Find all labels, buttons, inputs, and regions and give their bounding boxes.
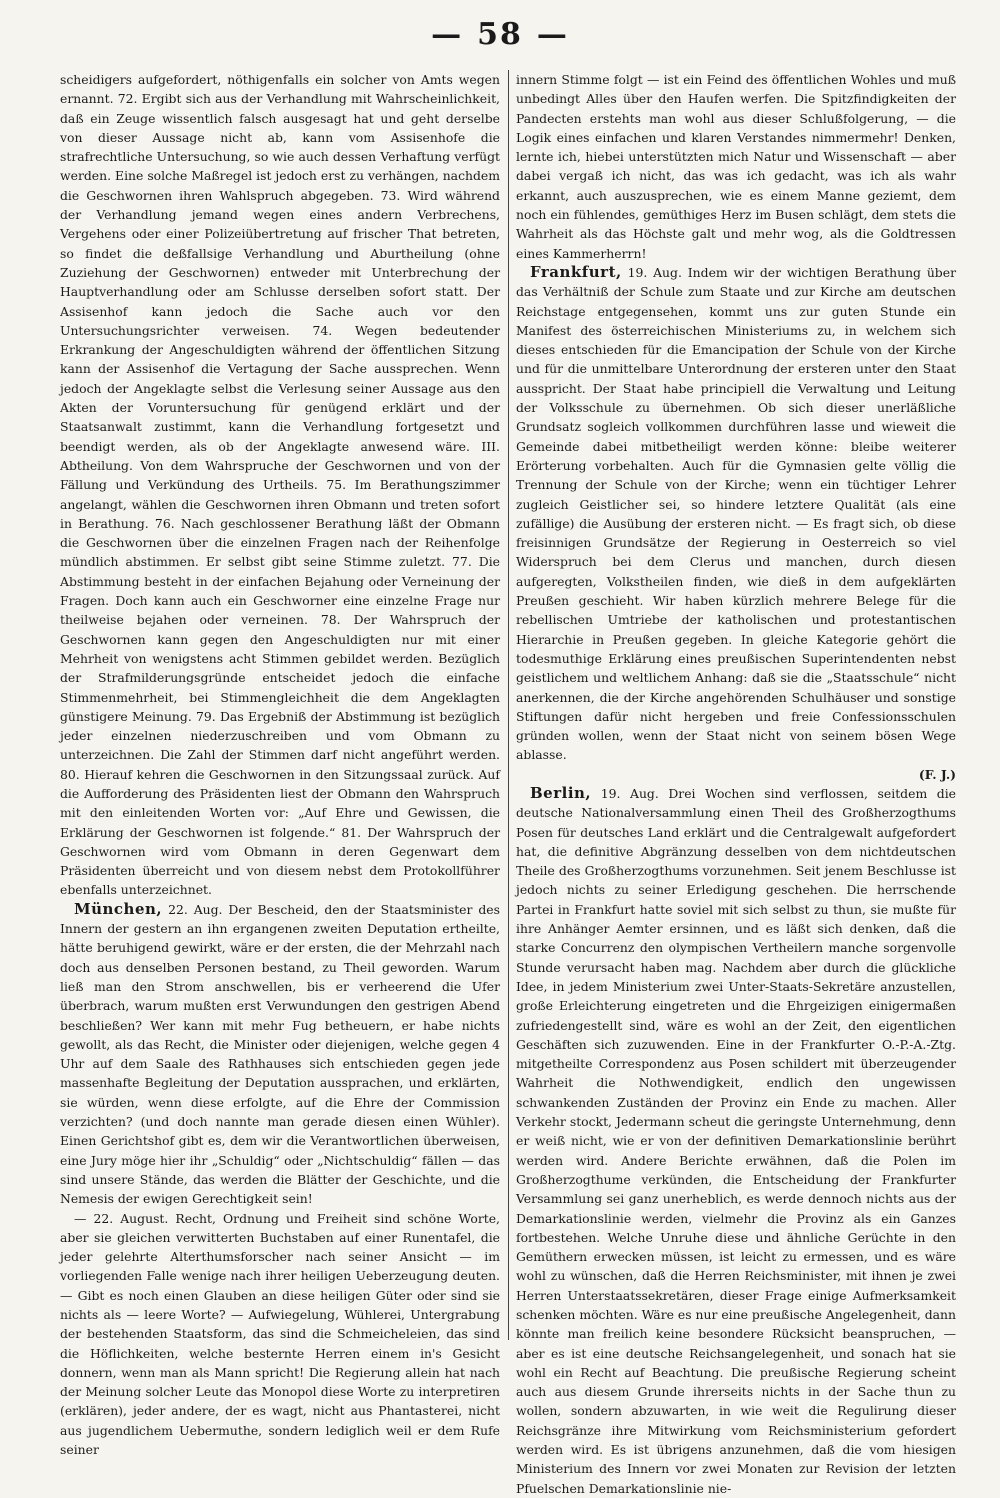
right-paragraph-frankfurt-text: 19. Aug. Indem wir der wichtigen Berathung über das Verhältniß der Schule zum Staate und zur Kirche am deutschen Reichstage entgegensehen, kommt uns zur guten Stunde ein Manifest des österreichischen Ministeriums zu, in welchem sich dieses entschieden für die Emancipation der Schule von der Kirche und für die unmittelbare Unterordnung der ersteren unter den Staat ausspricht. Der Staat habe principiell die Verwaltung und Leitung der Volksschule zu übernehmen. Ob sich dieser unerläßliche Grundsatz sogleich vollkommen durchführen lasse und wieweit die Gemeinde dabei mitbetheiligt werden könne: bleibe weiterer Erörterung vorbehalten. Auch für die Gymnasien gelte völlig die Trennung der Schule von der Kirche; wenn ein tüchtiger Lehrer zugleich Geistlicher sei, so hindere letztere Qualität (als eine zufällige) die Ausübung der ersteren nicht. — Es fragt sich, ob diese freisinnigen Grundsätze der Regierung in Oesterreich so viel Widerspruch bei dem Clerus und manchen, durch diesen aufgeregten, Volkstheilen finden, wie dieß in dem aufgeklärten Preußen geschieht. Wir haben kürzlich mehrere Belege für die rebellischen Umtriebe der katholischen und protestantischen Hierarchie in Preußen gegeben. In gleiche Kategorie gehört die todesmuthige Erklärung eines preußischen Superintendenten nebst geistlichem und weltlichem Anhang: daß sie die „Staatsschule“ nicht anerkennen, die der Kirche angehörenden Schulhäuser und sonstige Stiftungen dafür nicht hergeben und freie Confessionsschulen gründen wollen, wenn der Staat nicht von seinem bösen Wege ablasse.: [516, 264, 956, 763]
left-paragraph-munich: [60, 900, 500, 1209]
dateline-muenchen: München,: [74, 899, 163, 918]
article-signature: (F. J.): [918, 766, 956, 782]
right-paragraph-frankfurt: [516, 263, 956, 784]
page-number: 58: [477, 16, 523, 52]
right-paragraph-1: innern Stimme folgt — ist ein Feind des öffentlichen Wohles und muß unbedingt Alles über den Haufen werfen. Die Spitzfindigkeiten der Pandecten erstehts man wohl aus dieser Schlußfolgerung, — die Logik eines einfachen und klaren Verstandes nimmermehr! Denken, lernte ich, hiebei unterstützten mich Natur und Wissenschaft — aber dabei vergaß ich nicht, das was ich gedacht, was ich als wahr erkannt, auch auszusprechen, wie es einem Manne geziemt, dem noch ein fühlendes, gemüthiges Herz im Busen schlägt, dem stets die Wahrheit als das Höchste galt und mehr wog, als die Goldtressen eines Kammerherrn!: [516, 72, 956, 261]
header-dash-right: —: [536, 16, 569, 52]
left-paragraph-3: — 22. August. Recht, Ordnung und Freiheit sind schöne Worte, aber sie gleichen verwitterten Buchstaben auf einer Runentafel, die jeder gelehrte Alterthumsforscher nach seiner Ansicht — im vorliegenden Falle wenige nach ihrer heiligen Ueberzeugung deuten. — Gibt es noch einen Glauben an diese heiligen Güter oder sind sie nichts als — leere Worte? — Aufwiegelung, Wühlerei, Untergrabung der bestehenden Staatsform, das sind die Schmeicheleien, das sind die Höflichkeiten, welche besternte Herren einem in's Gesicht donnern, wenn man als Mann spricht! Die Regierung allein hat nach der Meinung solcher Leute das Monopol diese Worte zu interpretiren (erklären), jeder andere, der es wagt, nicht aus Phantasterei, nicht aus jugendlichem Uebermuthe, sondern lediglich weil er dem Rufe seiner: [60, 1210, 500, 1458]
right-paragraph-berlin-text: 19. Aug. Drei Wochen sind verflossen, seitdem die deutsche Nationalversammlung einen Theil des Großherzogthums Posen für deutsches Land erklärt und die Centralgewalt aufgefordert hat, die definitive Abgränzung desselben von dem nichtdeutschen Theile des Großherzogthums vorzunehmen. Seit jenem Beschlusse ist jedoch nichts zu seiner Erledigung geschehen. Die herrschende Partei in Frankfurt hatte soviel mit sich selbst zu thun, sie mußte für ihre Anhänger Aemter ersinnen, und es läßt sich denken, daß die starke Concurrenz den olympischen Vertheilern manche sorgenvolle Stunde verursacht haben mag. Nachdem aber durch die glückliche Idee, in jedem Ministerium zwei Unter-Staats-Sekretäre anzustellen, große Erleichterung eingetreten und die Ehrgeizigen einigermaßen zufriedengestellt sind, wäre es wohl an der Zeit, den eigentlichen Geschäften sich zuzuwenden. Eine in der Frankfurter O.-P.-A.-Ztg. mitgetheilte Correspondenz aus Posen schildert mit überzeugender Wahrheit die Nothwendigkeit, endlich den ungewissen schwankenden Zuständen der Provinz ein Ende zu machen. Aller Verkehr stockt, Jedermann scheut die geringste Unternehmung, denn er weiß nicht, wie er von der definitiven Demarkationslinie berührt werden wird. Andere Berichte erwähnen, daß die Polen im Großherzogthume verkünden, die Entscheidung der Frankfurter Versammlung sei ganz unerheblich, es werde dennoch nichts aus der Demarkationslinie werden, vielmehr die Provinz als ein Ganzes fortbestehen. Welche Unruhe diese und ähnliche Gerüchte in den Gemüthern erwecken müssen, ist leicht zu ermessen, und es wäre wohl zu wünschen, daß die Herren Reichsminister, mit ihnen je zwei Herren Unterstaatssekretären, dieser Frage einige Aufmerksamkeit schenken möchten. Wäre es nur eine preußische Angelegenheit, dann könnte man freilich keine besondere Rücksicht beanspruchen, — aber es ist eine deutsche Reichsangelegenheit, und sonach hat sie wohl ein Recht auf Beachtung. Die preußische Regierung scheint auch aus diesem Grunde ihrerseits nichts in der Sache thun zu wollen, sondern abzuwarten, in wie weit die Regulirung dieser Reichsgränze ihre Mitwirkung vom Reichsministerium gefordert werden wird. Es ist übrigens anzunehmen, daß die vom hiesigen Ministerium des Innern vor zwei Monaten zur Revision der letzten Pfuelschen Demarkationslinie nie-: [516, 785, 956, 1496]
left-paragraph-munich-text: 22. Aug. Der Bescheid, den der Staatsminister des Innern der gestern an ihn ergangenen zweiten Deputation ertheilte, hätte beruhigend gewirkt, wäre er der ersten, die der Mehrzahl nach doch aus denselben Personen bestand, zu Theil geworden. Warum ließ man den Strom anschwellen, bis er verheerend die Ufer überbrach, warum mußten erst Verwundungen den gestrigen Abend beschließen? Wer kann mit mehr Fug betheuern, er habe nichts gewollt, als das Recht, die Minister oder diejenigen, welche gegen 4 Uhr auf dem Saale des Rathhauses sich entschieden gegen jede massenhafte Begleitung der Deputation aussprachen, und erklärten, sie würden, wenn diese erfolgte, auf die Ehre der Commission verzichten? (und doch nannte man gerade diesen einen Wühler). Einen Gerichtshof gibt es, dem wir die Verantwortlichen überweisen, eine Jury möge hier ihr „Schuldig“ oder „Nichtschuldig“ fällen — das sind unsere Stände, das werden die Blätter der Geschichte, und die Nemesis der ewigen Gerechtigkeit sein!: [60, 901, 500, 1207]
column-divider: [508, 70, 509, 1340]
left-column: [60, 70, 500, 1458]
right-column: [516, 70, 956, 1496]
left-paragraph-1: scheidigers aufgefordert, nöthigenfalls ein solcher von Amts wegen ernannt. 72. Ergibt sich aus der Verhandlung mit Wahrscheinlichkeit, daß ein Zeuge wissentlich falsch ausgesagt hat und geht derselbe von dieser Aussage nicht ab, kann vom Assisenhofe die strafrechtliche Untersuchung, so wie auch dessen Verhaftung verfügt werden. Eine solche Maßregel ist jedoch erst zu verhängen, nachdem die Geschwornen ihren Wahlspruch abgegeben. 73. Wird während der Verhandlung jemand wegen eines andern Verbrechens, Vergehens oder einer Polizeiübertretung auf frischer That betreten, so findet die deßfallsige Verhandlung und Aburtheilung (ohne Zuziehung der Geschwornen) entweder mit Unterbrechung der Hauptverhandlung oder am Schlusse derselben sofort statt. Der Assisenhof kann jedoch die Sache auch vor den Untersuchungsrichter verweisen. 74. Wegen bedeutender Erkrankung der Angeschuldigten während der öffentlichen Sitzung kann der Assisenhof die Vertagung der Sache aussprechen. Wenn jedoch der Angeklagte selbst die Verlesung seiner Aussage aus den Akten der Voruntersuchung für genügend erklärt und der Staatsanwalt zustimmt, kann die Verhandlung fortgesetzt und beendigt werden, als ob der Angeklagte anwesend wäre. III. Abtheilung. Von dem Wahrspruche der Geschwornen und von der Fällung und Verkündung des Urtheils. 75. Im Berathungszimmer angelangt, wählen die Geschwornen ihren Obmann und treten sofort in Berathung. 76. Nach geschlossener Berathung läßt der Obmann die Geschwornen über die einzelnen Fragen nach der Reihenfolge mündlich abstimmen. Er selbst gibt seine Stimme zuletzt. 77. Die Abstimmung besteht in der einfachen Bejahung oder Verneinung der Fragen. Doch kann auch ein Geschworner eine einzelne Frage nur theilweise bejahen oder verneinen. 78. Der Wahrspruch der Geschwornen kann gegen den Angeschuldigten nur mit einer Mehrheit von wenigstens acht Stimmen gebildet werden. Bezüglich der Strafmilderungsgründe entscheidet jedoch die einfache Stimmenmehrheit, bei Stimmengleichheit die dem Angeklagten günstigere Meinung. 79. Das Ergebniß der Abstimmung ist bezüglich jeder einzelnen niederzuschreiben und vom Obmann zu unterzeichnen. Die Zahl der Stimmen darf nicht angeführt werden. 80. Hierauf kehren die Geschwornen in den Sitzungssaal zurück. Auf die Aufforderung des Präsidenten liest der Obmann den Wahrspruch mit den einleitenden Worten vor: „Auf Ehre und Gewissen, die Erklärung der Geschwornen ist folgende.“ 81. Der Wahrspruch der Geschwornen wird vom Obmann in deren Gegenwart dem Präsidenten überreicht und von diesem nebst dem Protokollführer ebenfalls unterzeichnet.: [60, 72, 500, 898]
right-paragraph-berlin: [516, 784, 956, 1498]
header-dash-left: —: [431, 16, 464, 52]
dateline-berlin: Berlin,: [530, 783, 592, 802]
page-header: [0, 14, 1000, 54]
dateline-frankfurt: Frankfurt,: [530, 262, 622, 281]
